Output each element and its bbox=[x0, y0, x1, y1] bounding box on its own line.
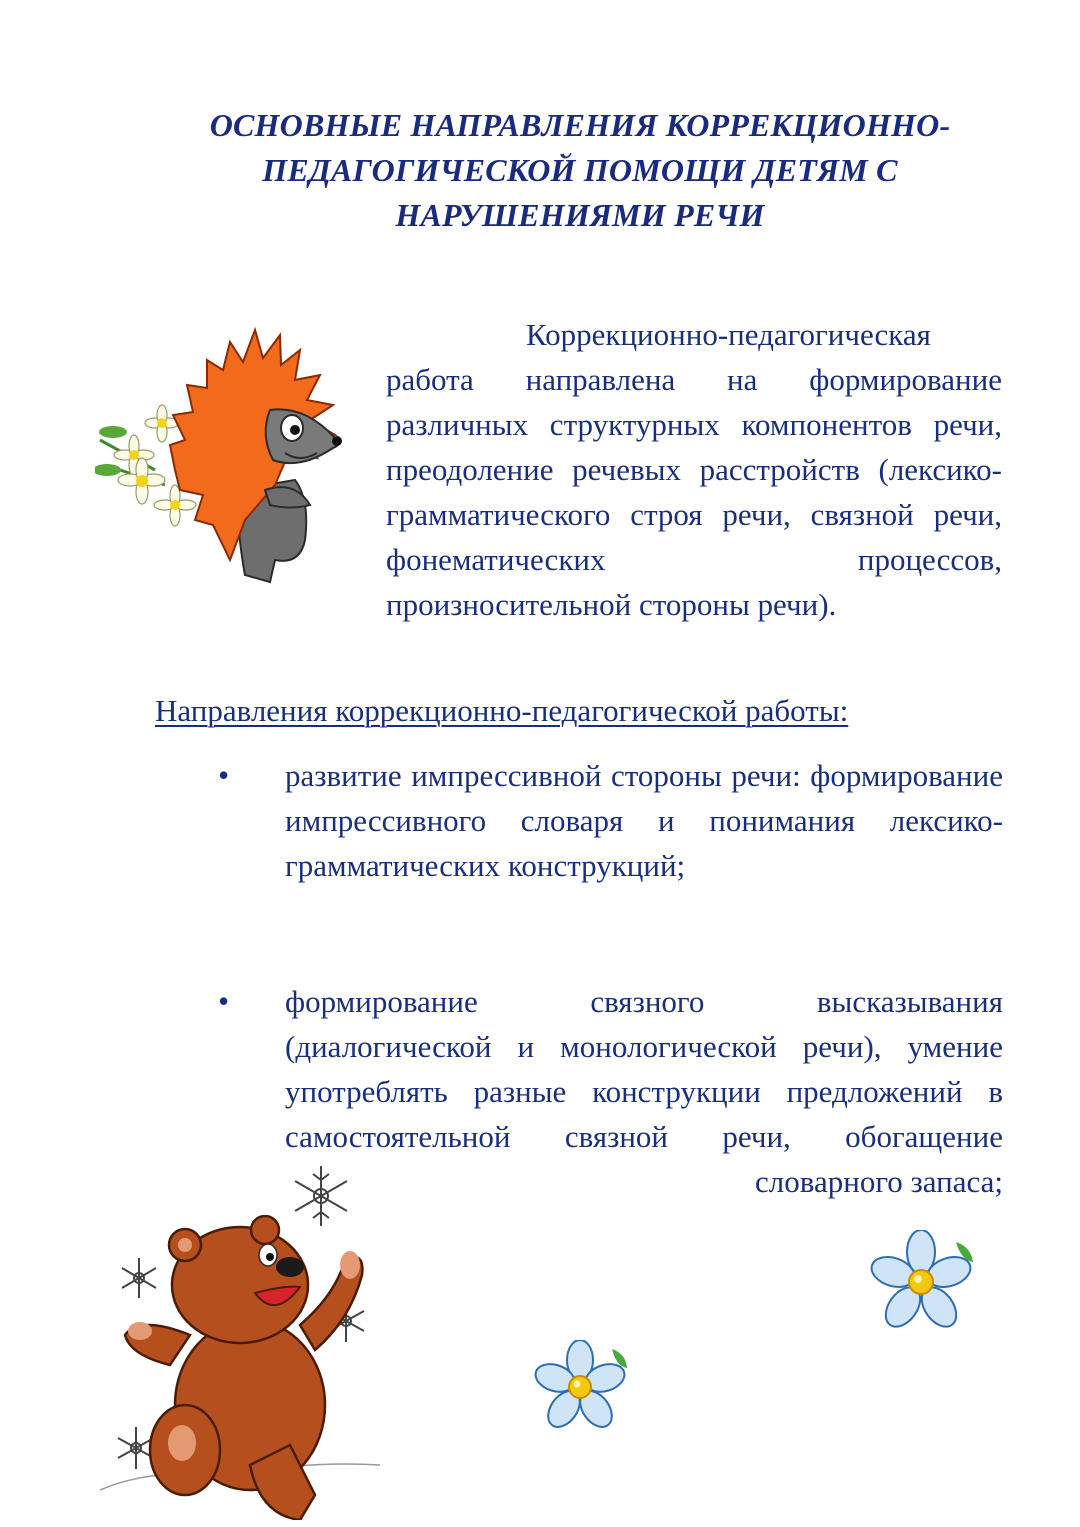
section-heading: Направления коррекционно-педагогической работы: bbox=[155, 693, 849, 728]
daisy-icon bbox=[530, 1340, 630, 1435]
hedgehog-illustration bbox=[95, 320, 365, 590]
list-item-text: развитие импрессивной стороны речи: формирование импрессивного словаря и понимания лексико-грамматических конструкций; bbox=[285, 758, 1003, 883]
title-line-2: ПЕДАГОГИЧЕСКОЙ ПОМОЩИ ДЕТЯМ С bbox=[262, 152, 898, 188]
title-line-1: ОСНОВНЫЕ НАПРАВЛЕНИЯ КОРРЕКЦИОННО- bbox=[209, 107, 951, 143]
bear-illustration bbox=[100, 1215, 390, 1520]
title-line-3: НАРУШЕНИЯМИ РЕЧИ bbox=[395, 197, 765, 233]
page-title bbox=[150, 103, 1010, 238]
bullet-marker: • bbox=[218, 983, 230, 1019]
list-item-text: формирование связного высказывания (диалогической и монологической речи), умение употреблять разные конструкции предложений в самостоятельной связной речи, обогащение словарного запаса; bbox=[285, 984, 1003, 1199]
daisy-icon bbox=[866, 1230, 976, 1335]
bullet-marker: • bbox=[218, 757, 230, 793]
intro-paragraph: Коррекционно-педагогическая работа направлена на формирование различных структурных компонентов речи, преодоление речевых расстройств (лексико-грамматического строя речи, связной речи, фонематических процессов, произносительной стороны речи). bbox=[386, 317, 1002, 622]
